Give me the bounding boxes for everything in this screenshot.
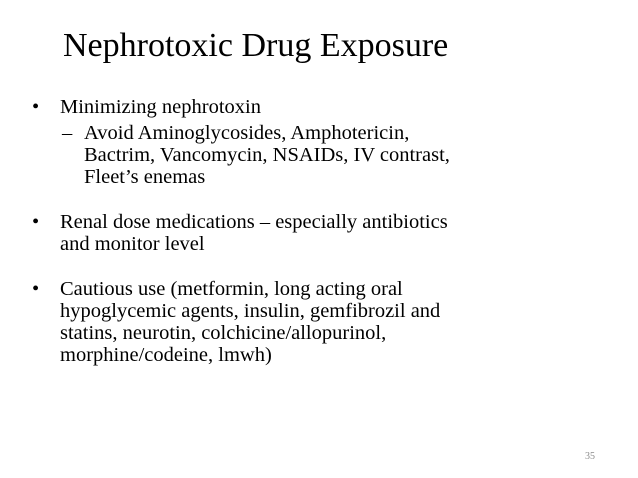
bullet-item-renal-dose [32, 211, 592, 255]
bullet-text: • Renal dose medications – especially antibiotics [60, 211, 448, 233]
bullet-text: • Minimizing nephrotoxin [60, 96, 261, 118]
bullet-text: statins, neurotin, colchicine/allopurinol, [60, 322, 387, 344]
bullet-text: hypoglycemic agents, insulin, gemfibrozil and [60, 300, 441, 322]
sub-bullet-avoid-drugs [60, 122, 592, 188]
page-number: 35 [585, 451, 595, 462]
sub-bullet-text: Fleet’s enemas [84, 166, 206, 188]
bullet-list [32, 96, 592, 366]
bullet-text: • Cautious use (metformin, long acting oral [60, 278, 403, 300]
bullet-item-cautious-use [32, 278, 592, 366]
slide-title: Nephrotoxic Drug Exposure [63, 27, 449, 64]
bullet-text: morphine/codeine, lmwh) [60, 344, 272, 366]
sub-bullet-text: Bactrim, Vancomycin, NSAIDs, IV contrast, [84, 144, 450, 166]
bullet-text: and monitor level [60, 233, 205, 255]
sub-bullet-text: – Avoid Aminoglycosides, Amphotericin, [84, 122, 410, 144]
bullet-item-minimizing-nephrotoxin [32, 96, 592, 188]
